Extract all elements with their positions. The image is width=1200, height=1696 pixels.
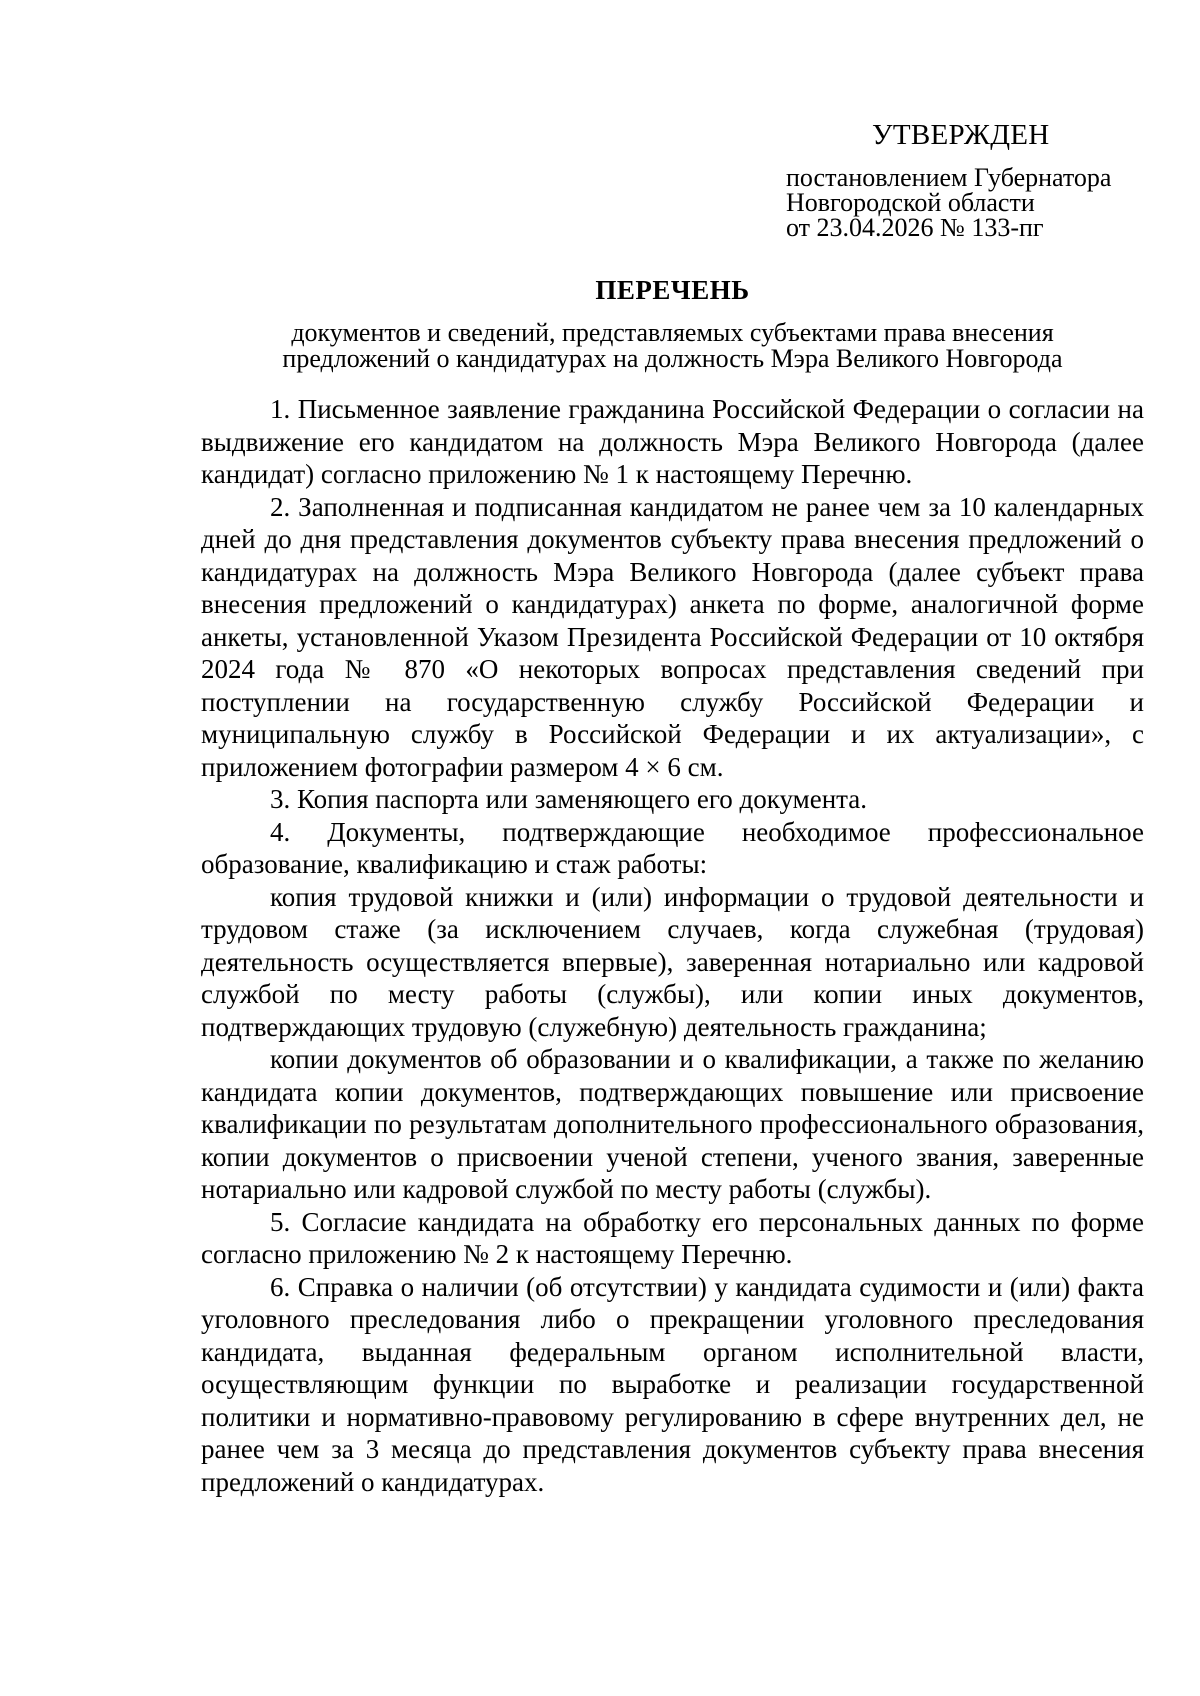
approval-title: УТВЕРЖДЕН (872, 119, 1050, 151)
document-body (201, 393, 1144, 1498)
approval-details (786, 165, 1186, 240)
paragraph-item-1: 1. Письменное заявление гражданина Российской Федерации о согласии на выдвижение его кандидатом на должность Мэра Великого Новгорода (далее кандидат) согласно приложению № 1 к настоящему Перечню. (201, 394, 1144, 489)
document-heading (200, 273, 1145, 372)
document-title: ПЕРЕЧЕНЬ (595, 275, 750, 305)
approval-line: от 23.04.2026 № 133-пг (786, 213, 1044, 242)
paragraph-item-6: 6. Справка о наличии (об отсутствии) у кандидата судимости и (или) факта уголовного преследования либо о прекращении уголовного преследования кандидата, выданная федеральным органом исполнительной власти, осуществляющим функции по выработке и реализации государственной политики и нормативно-правовому регулированию в сфере внутренних дел, не ранее чем за 3 месяца до представления документов субъекту права внесения предложений о кандидатурах. (201, 1271, 1144, 1497)
paragraph-item-3: 3. Копия паспорта или заменяющего его документа. (270, 784, 868, 814)
paragraph-item-5: 5. Согласие кандидата на обработку его персональных данных по форме согласно приложению № 2 к настоящему Перечню. (201, 1206, 1144, 1269)
paragraph-item-4-subitem: копии документов об образовании и о квалификации, а также по желанию кандидата копии документов, подтверждающих повышение или присвоение квалификации по результатам дополнительного профессионального образования, копии документов о присвоении ученой степени, ученого звания, заверенные нотариально или кадровой службой по месту работы (службы). (201, 1044, 1144, 1204)
document-subtitle-line: предложений о кандидатурах на должность Мэра Великого Новгорода (282, 344, 1063, 373)
paragraph-item-2: 2. Заполненная и подписанная кандидатом не ранее чем за 10 календарных дней до дня представления документов субъекту права внесения предложений о кандидатурах на должность Мэра Великого Новгорода (далее субъект права внесения предложений о кандидатурах) анкета по форме, аналогичной форме анкеты, установленной Указом Президента Российской Федерации от 10 октября 2024 года № 870 «О некоторых вопросах представления сведений при поступлении на государственную службу Российской Федерации и муниципальную службу в Российской Федерации и их актуализации», с приложением фотографии размером 4 × 6 см. (201, 491, 1144, 782)
paragraph-item-4: 4. Документы, подтверждающие необходимое профессиональное образование, квалификацию и стаж работы: (201, 816, 1144, 879)
paragraph-item-4-subitem: копия трудовой книжки и (или) информации о трудовой деятельности и трудовом стаже (за исключением случаев, когда служебная (трудовая) деятельность осуществляется впервые), заверенная нотариально или кадровой службой по месту работы (службы), или копии иных документов, подтверждающих трудовую (служебную) деятельность гражданина; (201, 881, 1144, 1042)
approval-line: постановлением Губернатора (786, 163, 1112, 192)
approval-line: Новгородской области (786, 188, 1035, 217)
approval-stamp (786, 118, 1186, 240)
document-subtitle-line: документов и сведений, представляемых субъектами права внесения (291, 318, 1054, 347)
